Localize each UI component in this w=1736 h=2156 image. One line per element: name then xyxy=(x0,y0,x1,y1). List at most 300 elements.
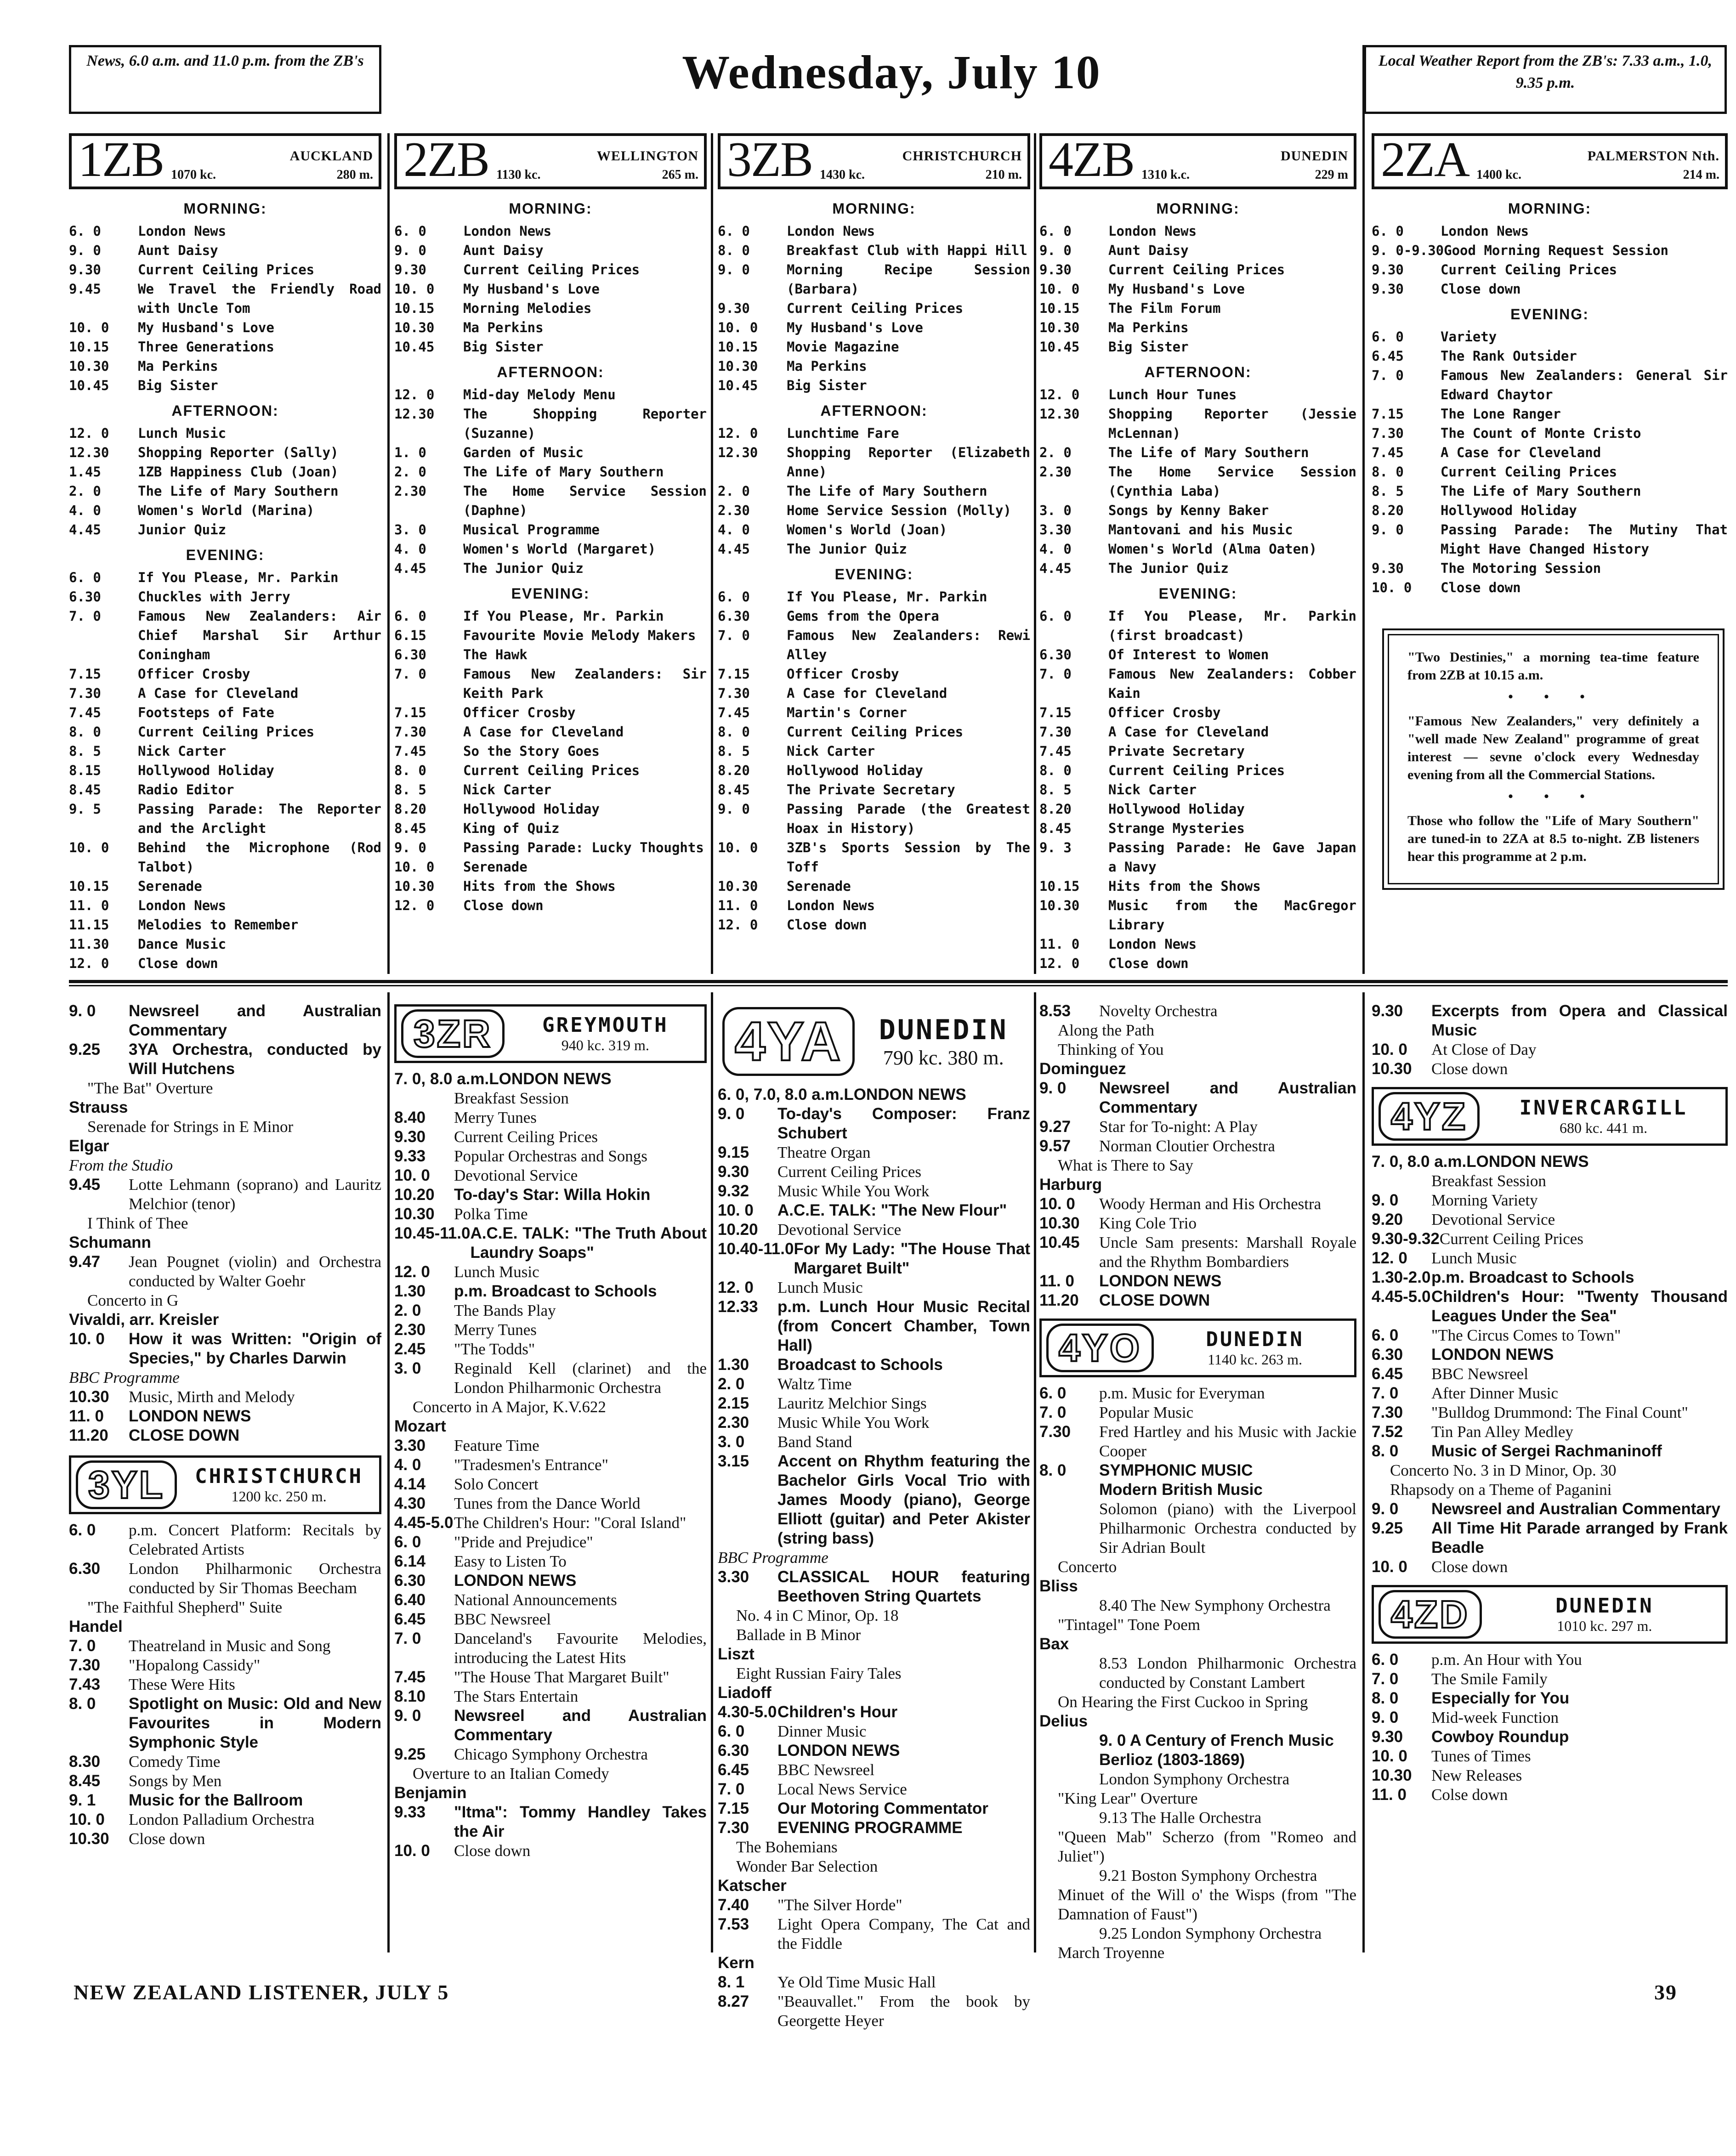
programme-title: The Home Service Session (Cynthia Laba) xyxy=(1108,464,1356,499)
programme-time: 9. 0 xyxy=(394,243,426,258)
programme-item xyxy=(1039,1943,1356,1963)
programme-title: "Itma": Tommy Handley Takes the Air xyxy=(454,1803,707,1840)
programme-time: 9. 0 xyxy=(1039,243,1072,258)
programme-time: 10.20 xyxy=(394,1186,435,1204)
programme-title: The Stars Entertain xyxy=(454,1687,579,1705)
programme-item xyxy=(718,1818,1030,1838)
programme-title: Merry Tunes xyxy=(454,1109,537,1126)
programme-item xyxy=(1039,1654,1356,1692)
station-logo-callsign: 4YO xyxy=(1046,1324,1154,1372)
station-logo-city: DUNEDIN xyxy=(1555,1594,1654,1618)
programme-time: 12.30 xyxy=(1039,406,1080,422)
programme-item xyxy=(718,1703,1030,1722)
programme-title: Popular Music xyxy=(1099,1403,1194,1421)
lower-column-4 xyxy=(1039,1002,1356,1963)
programme-time: 4. 0 xyxy=(718,522,750,538)
programme-time: 11. 0 xyxy=(1039,936,1080,952)
programme-title: A.C.E. TALK: "The New Flour" xyxy=(777,1201,1007,1219)
programme-item xyxy=(394,404,707,443)
programme-item xyxy=(1039,221,1356,241)
programme-time: 7.30 xyxy=(1372,425,1404,441)
programme-title: The Junior Quiz xyxy=(787,541,907,557)
programme-time: 4. 0 xyxy=(1039,541,1072,557)
programme-time: 7.15 xyxy=(1372,406,1404,422)
programme-item xyxy=(394,1262,707,1282)
programme-title: London News xyxy=(138,898,227,913)
programme-title: Of Interest to Women xyxy=(1108,647,1269,662)
programme-time: 9.30 xyxy=(394,262,426,277)
programme-time: 8.45 xyxy=(718,782,750,798)
programme-note: BBC Programme xyxy=(718,1549,828,1567)
programme-item xyxy=(69,741,381,761)
programme-item xyxy=(1372,260,1728,279)
programme-title: Big Sister xyxy=(1108,339,1189,355)
programme-time: 10.45 xyxy=(69,378,109,393)
programme-title: p.m. Broadcast to Schools xyxy=(1431,1268,1634,1286)
programme-title: The Lone Ranger xyxy=(1441,406,1561,422)
page-number: 39 xyxy=(1654,1981,1677,2004)
programme-item xyxy=(1372,1040,1728,1059)
programme-title: No. 4 in C Minor, Op. 18 xyxy=(736,1607,899,1624)
programme-time: 10.30 xyxy=(394,1205,435,1223)
programme-time: 3. 0 xyxy=(1039,503,1072,518)
programme-time: 10.15 xyxy=(718,339,758,355)
programme-item xyxy=(718,1973,1030,1992)
programme-item xyxy=(69,520,381,539)
programme-item xyxy=(69,1810,381,1829)
programme-item xyxy=(1372,1785,1728,1805)
programme-title: Ye Old Time Music Hall xyxy=(777,1973,936,1991)
programme-time: 8.20 xyxy=(718,763,750,778)
programme-item xyxy=(718,1201,1030,1220)
programme-title: London News xyxy=(1108,936,1197,952)
programme-time: 2.30 xyxy=(1039,464,1072,480)
programme-item xyxy=(394,1687,707,1706)
programme-title: Polka Time xyxy=(454,1205,528,1223)
programme-time: 8.30 xyxy=(69,1753,101,1771)
programme-item xyxy=(69,337,381,357)
composer-credit: Elgar xyxy=(69,1137,109,1155)
station-city: AUCKLAND xyxy=(289,148,373,164)
programme-title: Music for the Ballroom xyxy=(129,1791,303,1809)
programme-title: "Bulldog Drummond: The Final Count" xyxy=(1431,1403,1688,1421)
programme-item xyxy=(69,1791,381,1810)
section-heading: AFTERNOON: xyxy=(1144,364,1252,380)
station-callsign: 2ZA xyxy=(1381,132,1469,187)
programme-title: The Film Forum xyxy=(1108,300,1221,316)
programme-title: If You Please, Mr. Parkin xyxy=(138,570,339,585)
programme-item xyxy=(1039,741,1356,761)
programme-title: Newsreel and Australian Commentary xyxy=(129,1002,381,1039)
programme-item xyxy=(394,1706,707,1745)
station-wavelength: 214 m. xyxy=(1683,168,1719,182)
programme-time: 10.15 xyxy=(394,300,435,316)
programme-time: 10.45 xyxy=(394,339,435,355)
programme-time: 10. 0 xyxy=(69,1811,105,1828)
composer-credit: Benjamin xyxy=(394,1784,467,1802)
programme-item xyxy=(1039,606,1356,645)
programme-item xyxy=(394,1668,707,1687)
section-heading: MORNING: xyxy=(1508,200,1592,217)
programme-time: 7.45 xyxy=(69,705,101,720)
programme-time: 9.30 xyxy=(69,262,101,277)
programme-title: Accent on Rhythm featuring the Bachelor Girls Vocal Trio with James Moody (piano), George Elliott (guitar) and Peter Akister (string bass) xyxy=(777,1452,1030,1547)
programme-title: Eight Russian Fairy Tales xyxy=(736,1664,902,1682)
programme-title: A Case for Cleveland xyxy=(463,724,624,740)
programme-time: 9. 0 xyxy=(1372,1709,1399,1726)
programme-time: 7.45 xyxy=(394,1668,426,1686)
programme-item xyxy=(394,606,707,626)
programme-time: 6. 0 xyxy=(69,1521,96,1539)
programme-item xyxy=(1039,896,1356,934)
programme-time xyxy=(1039,1596,1099,1615)
programme-title: Close down xyxy=(454,1842,531,1860)
programme-title: "Pride and Prejudice" xyxy=(454,1533,593,1551)
programme-title: Current Ceiling Prices xyxy=(1108,763,1285,778)
programme-item xyxy=(394,1745,707,1764)
page-title: Wednesday, July 10 xyxy=(682,46,1101,99)
programme-time: 9.30 xyxy=(1372,560,1404,576)
programme-item xyxy=(1039,299,1356,318)
section-divider-thin xyxy=(69,985,1728,986)
programme-item xyxy=(718,606,1030,626)
programme-item xyxy=(718,1220,1030,1239)
programme-time: 11.15 xyxy=(69,917,109,933)
programme-title: Martin's Corner xyxy=(787,705,907,720)
programme-time: 10.30 xyxy=(1372,1766,1412,1784)
programme-item xyxy=(1039,241,1356,260)
station-logo-frequency: 1140 kc. 263 m. xyxy=(1208,1351,1302,1368)
programme-time: 4.30-5.0 xyxy=(718,1703,777,1721)
programme-title: Local News Service xyxy=(777,1780,907,1798)
programme-time: 3. 0 xyxy=(394,1359,421,1377)
programme-title: Nick Carter xyxy=(1108,782,1197,798)
programme-title: Behind the Microphone (Rod Talbot) xyxy=(138,840,381,875)
programme-item xyxy=(69,1636,381,1656)
programme-item xyxy=(69,1656,381,1675)
programme-item xyxy=(718,1413,1030,1432)
programme-title: 9. 0 A Century of French Music xyxy=(1099,1732,1334,1749)
programme-time: 9. 0 xyxy=(394,1707,421,1725)
programme-title: Newsreel and Australian Commentary xyxy=(1099,1079,1356,1116)
programme-time: 10.30 xyxy=(69,358,109,374)
programme-title: Officer Crosby xyxy=(787,666,899,682)
programme-title: A.C.E. TALK: "The Truth About Laundry Soaps" xyxy=(470,1224,707,1262)
programme-item xyxy=(718,1664,1030,1683)
programme-title: Uncle Sam presents: Marshall Royale and the Rhythm Bombardiers xyxy=(1099,1234,1356,1271)
programme-title: Melodies to Remember xyxy=(138,917,299,933)
programme-title: On Hearing the First Cuckoo in Spring xyxy=(1058,1693,1308,1711)
programme-time: 8.45 xyxy=(1039,821,1072,836)
programme-title: My Husband's Love xyxy=(138,320,274,335)
programme-time: 6.45 xyxy=(394,1610,426,1628)
programme-title: Theatreland in Music and Song xyxy=(129,1637,331,1655)
programme-item xyxy=(394,1455,707,1475)
programme-title: My Husband's Love xyxy=(787,320,923,335)
programme-item xyxy=(69,915,381,934)
programme-time: 9. 0 xyxy=(1372,522,1404,538)
programme-item xyxy=(1372,1557,1728,1577)
station-city: DUNEDIN xyxy=(1280,148,1348,164)
programme-title: Officer Crosby xyxy=(138,666,250,682)
programme-title: The Life of Mary Southern xyxy=(787,483,987,499)
programme-time: 9.30 xyxy=(1039,262,1072,277)
programme-item xyxy=(1039,838,1356,877)
programme-item xyxy=(1372,443,1728,462)
programme-title: Danceland's Favourite Melodies, introducing the Latest Hits xyxy=(454,1630,707,1667)
programme-item xyxy=(394,260,707,279)
programme-title: A Case for Cleveland xyxy=(787,685,947,701)
station-frequency xyxy=(1476,168,1719,182)
programme-item xyxy=(394,780,707,799)
programme-item xyxy=(718,1896,1030,1915)
station-city: WELLINGTON xyxy=(596,148,698,164)
programme-title: p.m. Music for Everyman xyxy=(1099,1384,1265,1402)
programme-title: CLOSE DOWN xyxy=(1099,1291,1210,1309)
programme-time: 8.45 xyxy=(394,821,426,836)
programme-time: 7.43 xyxy=(69,1675,101,1693)
programme-title: The Motoring Session xyxy=(1441,560,1601,576)
programme-time: 6.30 xyxy=(718,608,750,624)
programme-title: Close down xyxy=(138,956,218,971)
programme-time: 6.45 xyxy=(1372,348,1404,364)
programme-item xyxy=(1372,1229,1728,1249)
station-logo-details xyxy=(1154,1328,1350,1368)
programme-item xyxy=(1039,1770,1356,1789)
programme-title: Lunch Hour Tunes xyxy=(1108,387,1237,402)
programme-title: Hollywood Holiday xyxy=(787,763,923,778)
programme-item xyxy=(718,1567,1030,1606)
programme-item xyxy=(1039,501,1356,520)
station-details xyxy=(1141,149,1348,182)
column-rule-3 xyxy=(1034,133,1036,974)
programme-title: Hollywood Holiday xyxy=(463,801,600,817)
programme-item xyxy=(69,722,381,741)
composer-credit: Bliss xyxy=(1039,1577,1078,1595)
programme-item xyxy=(1372,279,1728,299)
programme-title: Famous New Zealanders: General Sir Edward Chaytor xyxy=(1441,368,1728,402)
programme-title: National Announcements xyxy=(454,1591,617,1609)
programme-item xyxy=(394,1629,707,1668)
programme-time: 6.30 xyxy=(69,589,101,605)
programme-item xyxy=(69,1426,381,1445)
programme-time: 6. 0 xyxy=(1039,608,1072,624)
programme-title: Reginald Kell (clarinet) and the London Philharmonic Orchestra xyxy=(454,1359,707,1397)
programme-time: 10. 0 xyxy=(394,859,435,875)
programme-title: Officer Crosby xyxy=(1108,705,1221,720)
programme-time: 9. 0 xyxy=(718,801,750,817)
programme-item xyxy=(1039,934,1356,954)
programme-title: Devotional Service xyxy=(1431,1211,1555,1228)
station-logo-details xyxy=(1480,1096,1721,1137)
programme-time xyxy=(1039,1480,1099,1500)
programme-title: "The Todds" xyxy=(454,1340,535,1358)
programme-title: Passing Parade: The Mutiny That Might Have Changed History xyxy=(1441,522,1728,557)
programme-time: 10. 0 xyxy=(394,281,435,297)
programme-item xyxy=(1372,1249,1728,1268)
programme-time: 8.15 xyxy=(69,763,101,778)
programme-item xyxy=(1039,520,1356,539)
programme-title: A Case for Cleveland xyxy=(1108,724,1269,740)
programme-time: 3.30 xyxy=(1039,522,1072,538)
programme-title: Close down xyxy=(1431,1060,1508,1078)
programme-time: 1.45 xyxy=(69,464,101,480)
programme-time: 10.30 xyxy=(1039,320,1080,335)
programme-time: 1.30 xyxy=(394,1282,426,1300)
section-divider xyxy=(69,980,1728,983)
station-kilocycles: 1070 kc. xyxy=(171,168,216,182)
programme-title: 9.25 London Symphony Orchestra xyxy=(1099,1924,1322,1942)
programme-item xyxy=(394,1127,707,1147)
programme-title: Concerto in G xyxy=(87,1291,179,1309)
programme-item xyxy=(394,1282,707,1301)
programme-item xyxy=(718,684,1030,703)
programme-time: 12. 0 xyxy=(394,1263,430,1281)
programme-title: Ma Perkins xyxy=(138,358,218,374)
programme-time: 6. 0 xyxy=(718,589,750,605)
programme-title: Famous New Zealanders: Sir Keith Park xyxy=(463,666,707,701)
programme-title: Children's Hour xyxy=(777,1703,898,1721)
programme-title: Passing Parade: Lucky Thoughts xyxy=(463,840,704,855)
programme-item xyxy=(69,838,381,877)
programme-time: 3.30 xyxy=(718,1568,749,1586)
programme-title: p.m. Broadcast to Schools xyxy=(454,1282,657,1300)
programme-time: 4.45 xyxy=(394,560,426,576)
programme-item xyxy=(1039,954,1356,973)
programme-item xyxy=(718,1182,1030,1201)
programme-time: 6.15 xyxy=(394,628,426,643)
programme-time: 10. 0 xyxy=(718,840,758,855)
programme-title: Morning Variety xyxy=(1431,1191,1538,1209)
programme-item xyxy=(1039,1403,1356,1422)
programme-time: 7.40 xyxy=(718,1896,749,1914)
programme-title: EVENING PROGRAMME xyxy=(777,1819,963,1837)
programme-title: My Husband's Love xyxy=(463,281,600,297)
programme-time: 10. 0 xyxy=(1039,281,1080,297)
station-header xyxy=(394,133,707,189)
programme-title: "King Lear" Overture xyxy=(1058,1789,1198,1807)
programme-title: London News xyxy=(138,223,227,239)
programme-item xyxy=(394,559,707,578)
programme-item xyxy=(718,741,1030,761)
programme-item xyxy=(1039,260,1356,279)
programme-item xyxy=(394,1552,707,1571)
programme-item xyxy=(69,1521,381,1559)
programme-time: 7.30 xyxy=(1039,1423,1071,1441)
programme-time: 6.45 xyxy=(718,1761,749,1779)
programme-time: 10. 0 xyxy=(1372,1558,1407,1576)
programme-item xyxy=(1039,1272,1356,1291)
programme-title: Woody Herman and His Orchestra xyxy=(1099,1195,1322,1213)
programme-item xyxy=(1372,1422,1728,1442)
programme-time: 10.15 xyxy=(1039,878,1080,894)
programme-time: 9. 0 xyxy=(69,1002,96,1020)
programme-title: BBC Newsreel xyxy=(454,1610,551,1628)
station-header xyxy=(69,133,381,189)
programme-time xyxy=(1039,1770,1099,1789)
notice-paragraph: "Famous New Zealanders," very definitely a "well made New Zealand" programme of great interest — sevne o'clock every Wednesday evening from all the Commercial Stations. xyxy=(1407,713,1699,782)
programme-title: Berlioz (1803-1869) xyxy=(1099,1751,1245,1769)
programme-item xyxy=(1372,1500,1728,1519)
programme-item xyxy=(1039,1137,1356,1156)
programme-time xyxy=(1039,1866,1099,1885)
programme-time: 8.45 xyxy=(69,782,101,798)
programme-time: 4. 0 xyxy=(394,1456,421,1474)
programme-title: Wonder Bar Selection xyxy=(736,1857,878,1875)
programme-title: Ma Perkins xyxy=(787,358,867,374)
programme-item xyxy=(1039,1596,1356,1615)
programme-time: 7.30 xyxy=(1039,724,1072,740)
programme-item xyxy=(718,1297,1030,1355)
programme-time: 4.45 xyxy=(1039,560,1072,576)
programme-item xyxy=(69,1117,381,1137)
programme-item xyxy=(718,241,1030,260)
programme-time: 2. 0 xyxy=(718,1375,745,1393)
programme-title: London News xyxy=(1441,223,1529,239)
programme-title: Aunt Daisy xyxy=(463,243,544,258)
programme-time: 9. 3 xyxy=(1039,840,1072,855)
programme-item xyxy=(69,318,381,337)
programme-title: Close down xyxy=(1441,580,1521,595)
programme-time: 10.30 xyxy=(718,878,758,894)
programme-time xyxy=(1039,1654,1099,1692)
programme-item xyxy=(394,279,707,299)
programme-item xyxy=(718,481,1030,501)
programme-time: 3. 0 xyxy=(394,522,426,538)
programme-item xyxy=(394,722,707,741)
programme-item xyxy=(394,385,707,404)
programme-item xyxy=(1372,462,1728,481)
programme-time xyxy=(1039,1750,1099,1770)
programme-item xyxy=(718,501,1030,520)
programme-item xyxy=(1372,481,1728,501)
programme-time: 9.47 xyxy=(69,1253,101,1271)
programme-item xyxy=(1039,877,1356,896)
station-city: PALMERSTON Nth. xyxy=(1587,148,1719,164)
programme-title: Hollywood Holiday xyxy=(1441,503,1577,518)
programme-title: Women's World (Marina) xyxy=(138,503,315,518)
programme-time: 3.15 xyxy=(718,1452,749,1470)
programme-item xyxy=(1372,1345,1728,1364)
programme-item xyxy=(718,1625,1030,1645)
station-logo-4yo xyxy=(1039,1318,1356,1377)
programme-item xyxy=(1372,1191,1728,1210)
programme-item xyxy=(1039,1422,1356,1461)
programme-title: What is There to Say xyxy=(1058,1156,1193,1174)
programme-title: "Queen Mab" Scherzo (from "Romeo and Juliet") xyxy=(1058,1828,1356,1865)
programme-title: The Bohemians xyxy=(736,1838,838,1856)
section-heading: MORNING: xyxy=(183,200,267,217)
programme-time xyxy=(1039,1500,1099,1557)
programme-title: The Count of Monte Cristo xyxy=(1441,425,1641,441)
programme-title: LONDON NEWS xyxy=(1466,1153,1589,1171)
programme-title: Serenade xyxy=(463,859,528,875)
station-details xyxy=(1476,149,1719,182)
programme-time: 10.30 xyxy=(394,320,435,335)
programme-item xyxy=(1372,1747,1728,1766)
lower-column-1 xyxy=(69,1002,381,1849)
column-rule-2 xyxy=(711,133,713,974)
programme-item xyxy=(718,780,1030,799)
programme-item xyxy=(718,626,1030,664)
programme-item xyxy=(69,1598,381,1617)
programme-time: 8.53 xyxy=(1039,1002,1071,1020)
programme-title: The Children's Hour: "Coral Island" xyxy=(454,1514,686,1532)
programme-title: Nick Carter xyxy=(138,743,227,759)
programme-time: 9.25 xyxy=(69,1041,101,1058)
programme-item xyxy=(394,1166,707,1185)
programme-item xyxy=(394,1089,707,1108)
